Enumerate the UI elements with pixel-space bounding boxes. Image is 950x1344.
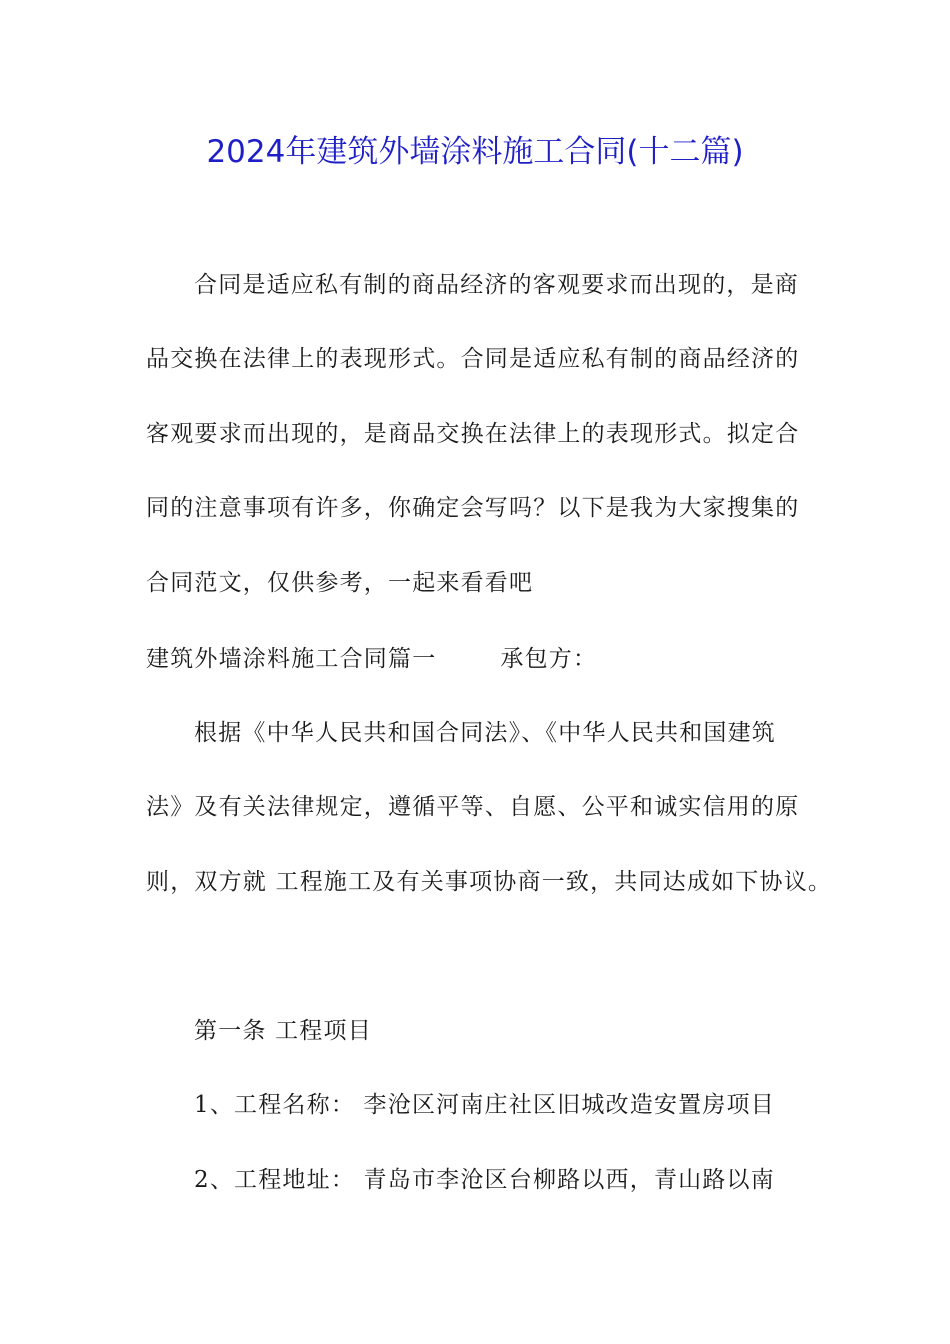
- article-1-item-1: 1、工程名称： 李沧区河南庄社区旧城改造安置房项目: [194, 1092, 775, 1118]
- intro-line-5: 合同范文，仅供参考，一起来看看吧: [146, 570, 534, 596]
- intro-line-4: 同的注意事项有许多，你确定会写吗？以下是我为大家搜集的: [146, 495, 800, 521]
- section-heading: 建筑外墙涂料施工合同篇一: [146, 646, 437, 672]
- document-title: 2024年建筑外墙涂料施工合同(十二篇): [206, 134, 744, 170]
- intro-line-1: 合同是适应私有制的商品经济的客观要求而出现的，是商: [194, 272, 799, 298]
- contractor-label: 承包方：: [500, 646, 598, 672]
- basis-line-1: 根据《中华人民共和国合同法》、《中华人民共和国建筑: [194, 720, 776, 746]
- basis-line-3: 则，双方就 工程施工及有关事项协商一致，共同达成如下协议。: [146, 869, 833, 895]
- section-heading-line: [146, 643, 597, 675]
- article-1-item-2: 2、工程地址： 青岛市李沧区台柳路以西，青山路以南: [194, 1167, 775, 1193]
- intro-line-3: 客观要求而出现的，是商品交换在法律上的表现形式。拟定合: [146, 421, 800, 447]
- intro-line-2: 品交换在法律上的表现形式。合同是适应私有制的商品经济的: [146, 346, 800, 372]
- article-1-heading: 第一条 工程项目: [194, 1018, 372, 1044]
- basis-line-2: 法》及有关法律规定，遵循平等、自愿、公平和诚实信用的原: [146, 794, 800, 820]
